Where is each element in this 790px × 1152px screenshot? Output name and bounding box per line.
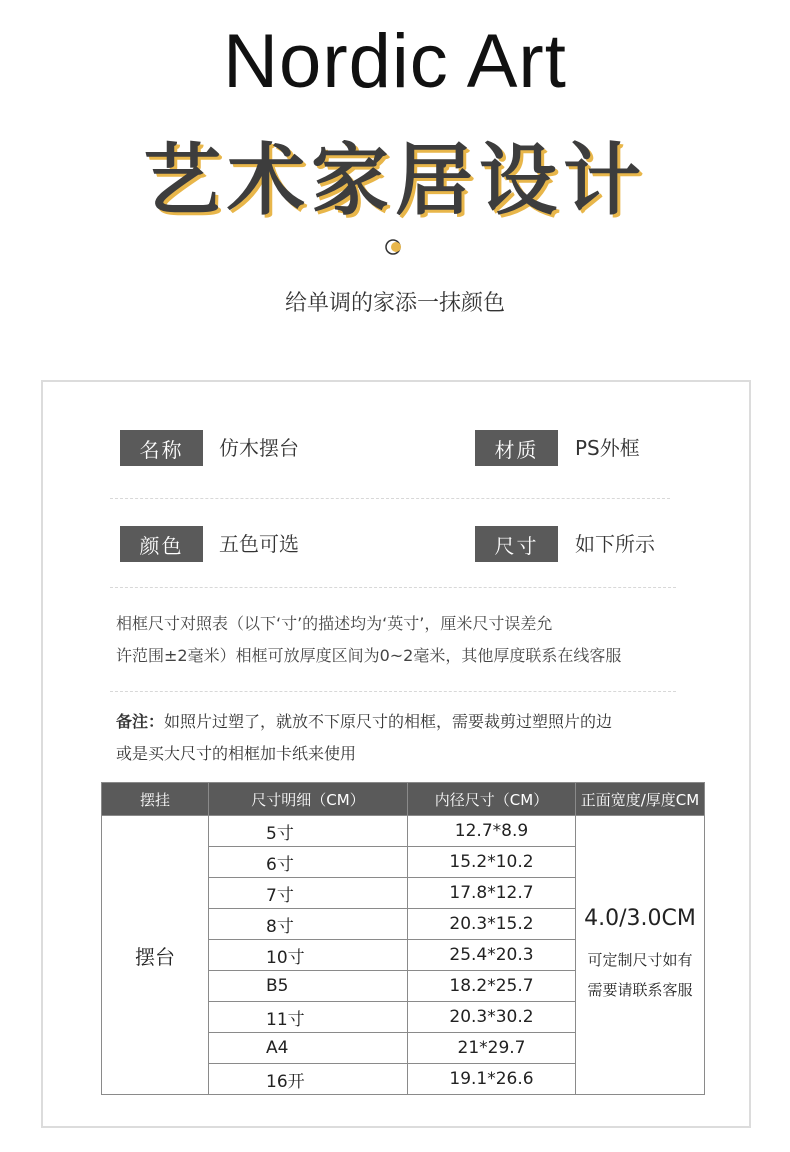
description-line: 相框尺寸对照表（以下‘寸’的描述均为‘英寸’，厘米尺寸误差允 xyxy=(116,614,553,633)
width-cell xyxy=(576,816,705,1095)
divider xyxy=(110,587,676,588)
inner-cell: 12.7*8.9 xyxy=(408,816,576,847)
subtitle: 给单调的家添一抹颜色 xyxy=(284,291,505,316)
column-header: 尺寸明细（CM） xyxy=(209,783,408,816)
inner-cell: 19.1*26.6 xyxy=(408,1064,576,1095)
size-table xyxy=(101,782,705,1095)
material-tag: 材质 xyxy=(475,430,558,466)
custom-note: 需要请联系客服 xyxy=(587,980,693,999)
custom-note: 可定制尺寸如有 xyxy=(587,950,693,969)
table-header-row xyxy=(102,783,705,816)
column-header: 摆挂 xyxy=(102,783,209,816)
title-english: Nordic Art xyxy=(223,19,567,104)
size-cell: 10寸 xyxy=(209,940,408,971)
title-chinese: 艺术家居设计 xyxy=(142,136,647,226)
size-cell: 8寸 xyxy=(209,909,408,940)
divider xyxy=(110,498,670,499)
note-text: 如照片过塑了，就放不下原尺寸的相框，需要裁剪过塑照片的边 xyxy=(164,712,613,731)
inner-cell: 18.2*25.7 xyxy=(408,971,576,1002)
circle-dot-icon xyxy=(385,238,403,256)
note-line: 或是买大尺寸的相框加卡纸来使用 xyxy=(116,744,357,763)
description-line: 许范围±2毫米）相框可放厚度区间为0~2毫米，其他厚度联系在线客服 xyxy=(116,646,622,665)
column-header: 内径尺寸（CM） xyxy=(408,783,576,816)
table-row xyxy=(102,816,705,847)
inner-cell: 21*29.7 xyxy=(408,1033,576,1064)
size-cell: 16开 xyxy=(209,1064,408,1095)
color-tag: 颜色 xyxy=(120,526,203,562)
column-header: 正面宽度/厚度CM xyxy=(576,783,705,816)
size-value: 如下所示 xyxy=(575,532,655,556)
note-line xyxy=(116,706,706,738)
size-cell: B5 xyxy=(209,971,408,1002)
size-cell: 5寸 xyxy=(209,816,408,847)
note xyxy=(116,706,706,770)
name-value: 仿木摆台 xyxy=(219,436,299,460)
spec-card xyxy=(41,380,751,1128)
color-value: 五色可选 xyxy=(219,532,299,556)
material-value: PS外框 xyxy=(575,436,640,460)
size-cell: 6寸 xyxy=(209,847,408,878)
inner-cell: 20.3*15.2 xyxy=(408,909,576,940)
name-tag: 名称 xyxy=(120,430,203,466)
inner-cell: 25.4*20.3 xyxy=(408,940,576,971)
size-tag: 尺寸 xyxy=(475,526,558,562)
inner-cell: 20.3*30.2 xyxy=(408,1002,576,1033)
type-cell: 摆台 xyxy=(102,816,209,1095)
note-label: 备注： xyxy=(116,712,165,731)
inner-cell: 15.2*10.2 xyxy=(408,847,576,878)
divider xyxy=(110,691,676,692)
width-value: 4.0/3.0CM xyxy=(584,905,696,931)
description xyxy=(116,608,706,672)
size-cell: A4 xyxy=(209,1033,408,1064)
size-cell: 7寸 xyxy=(209,878,408,909)
size-cell: 11寸 xyxy=(209,1002,408,1033)
inner-cell: 17.8*12.7 xyxy=(408,878,576,909)
